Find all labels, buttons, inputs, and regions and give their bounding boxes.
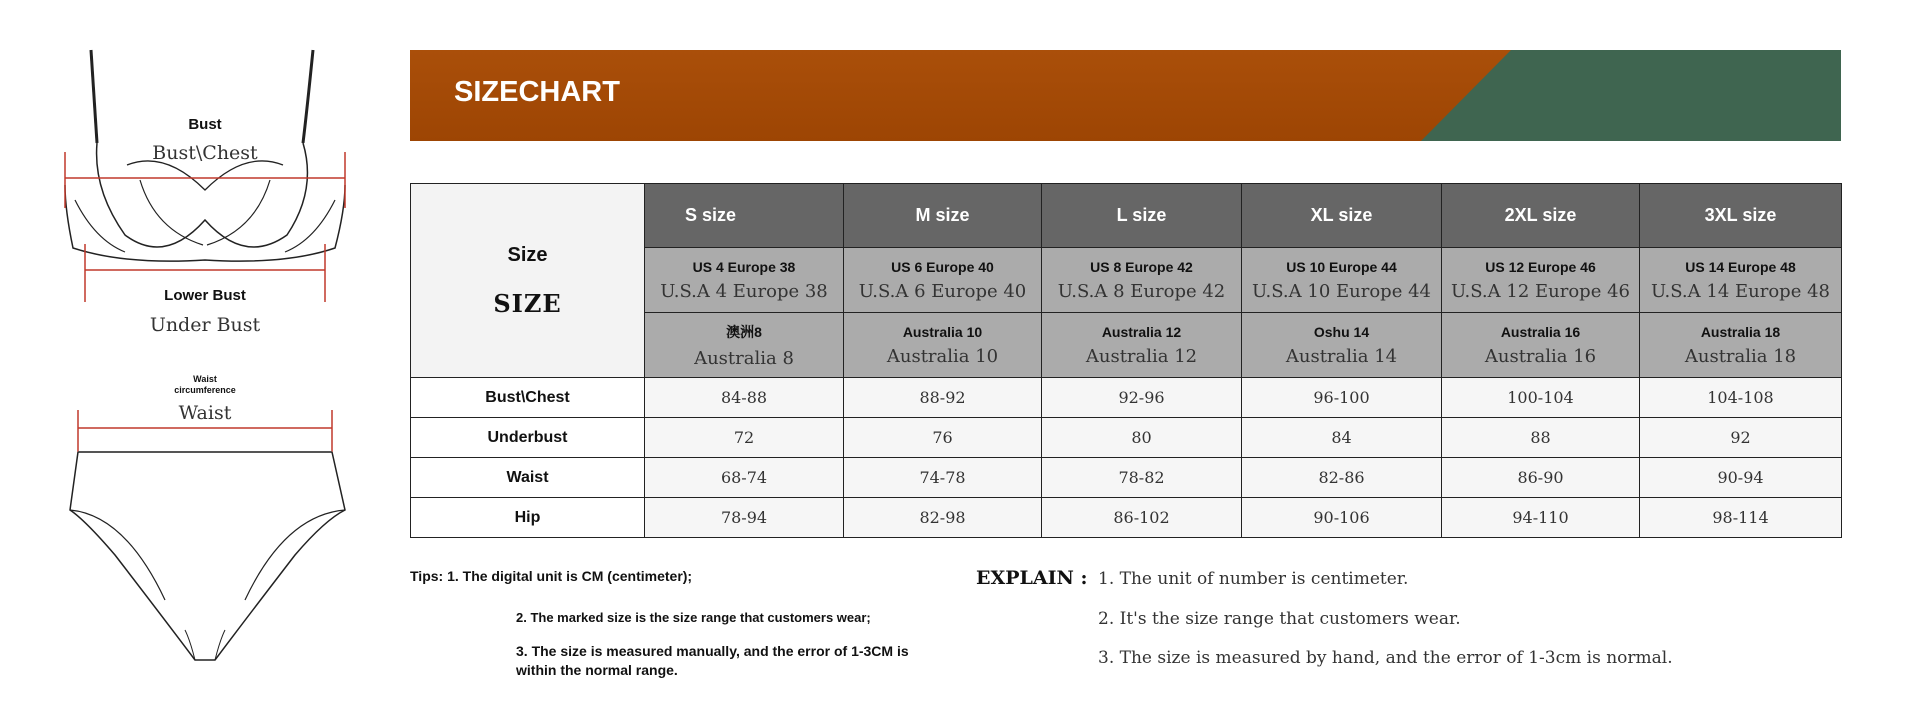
australia-cell: [645, 313, 844, 378]
us-eu-label: US 4 Europe 38: [692, 258, 796, 275]
australia-cell: [1042, 313, 1242, 378]
australia-label: 澳洲8: [726, 323, 762, 340]
us-eu-cell: [844, 248, 1042, 313]
banner-green-accent: [1421, 50, 1841, 141]
table-cell: 90-94: [1640, 458, 1842, 498]
row-label-hip: Hip: [411, 498, 645, 538]
table-cell: 86-90: [1442, 458, 1640, 498]
table-cell: 80: [1042, 418, 1242, 458]
australia-label: Australia 18: [1700, 323, 1781, 340]
tips-line-2: 2. The marked size is the size range that customers wear;: [516, 610, 871, 625]
australia-alt: Australia 10: [886, 345, 999, 367]
measurement-illustration: [55, 40, 355, 680]
us-eu-cell: [645, 248, 844, 313]
table-cell: 84: [1242, 418, 1442, 458]
table-row-waist: [411, 458, 1842, 498]
us-eu-cell: [1242, 248, 1442, 313]
us-eu-alt: U.S.A 12 Europe 46: [1451, 280, 1630, 302]
size-corner-label: Size: [507, 243, 548, 266]
banner-title: SIZECHART: [454, 76, 620, 108]
size-corner-alt-label: SIZE: [493, 288, 562, 318]
table-cell: 78-94: [645, 498, 844, 538]
table-row-hip: [411, 498, 1842, 538]
us-eu-label: US 6 Europe 40: [891, 258, 994, 275]
australia-label: Australia 12: [1101, 323, 1182, 340]
explain-line-2: 2. It's the size range that customers wear.: [1098, 609, 1461, 629]
size-header-2xl: 2XL size: [1442, 184, 1640, 248]
us-eu-alt: U.S.A 6 Europe 40: [858, 280, 1027, 302]
size-header-xl: XL size: [1242, 184, 1442, 248]
us-eu-label: US 10 Europe 44: [1286, 258, 1397, 275]
table-cell: 98-114: [1640, 498, 1842, 538]
explain-line-1: 1. The unit of number is centimeter.: [1098, 569, 1409, 589]
table-row-bust: [411, 378, 1842, 418]
table-row-underbust: [411, 418, 1842, 458]
sizechart-banner: [410, 50, 1841, 141]
us-eu-cell: [1042, 248, 1242, 313]
australia-cell: [1640, 313, 1842, 378]
size-header-l: L size: [1042, 184, 1242, 248]
table-cell: 86-102: [1042, 498, 1242, 538]
table-cell: 74-78: [844, 458, 1042, 498]
explain-heading: EXPLAIN :: [976, 567, 1088, 589]
garment-drawing: [55, 40, 355, 680]
table-cell: 96-100: [1242, 378, 1442, 418]
australia-cell: [844, 313, 1042, 378]
waist-circumference-label: circumference: [174, 385, 236, 395]
size-header-s: S size: [645, 184, 844, 248]
table-cell: 76: [844, 418, 1042, 458]
australia-label: Australia 16: [1500, 323, 1581, 340]
table-cell: 82-98: [844, 498, 1042, 538]
table-cell: 94-110: [1442, 498, 1640, 538]
explain-line-3: 3. The size is measured by hand, and the error of 1-3cm is normal.: [1098, 648, 1673, 668]
tips-line-1: Tips: 1. The digital unit is CM (centimeter);: [410, 568, 693, 584]
tips-line-3b: within the normal range.: [516, 662, 678, 678]
australia-label: Australia 10: [902, 323, 983, 340]
table-cell: 84-88: [645, 378, 844, 418]
size-corner-cell: [411, 184, 645, 378]
table-cell: 92-96: [1042, 378, 1242, 418]
australia-alt: Australia 16: [1484, 345, 1597, 367]
us-eu-alt: U.S.A 4 Europe 38: [660, 280, 828, 302]
australia-label: Oshu 14: [1313, 323, 1370, 340]
us-eu-cell: [1442, 248, 1640, 313]
australia-alt: Australia 8: [694, 347, 794, 369]
row-label-waist: Waist: [411, 458, 645, 498]
table-cell: 88: [1442, 418, 1640, 458]
us-eu-alt: U.S.A 10 Europe 44: [1252, 280, 1431, 302]
table-cell: 92: [1640, 418, 1842, 458]
bust-alt-label: Bust\Chest: [152, 142, 258, 164]
australia-alt: Australia 14: [1285, 345, 1398, 367]
size-header-m: M size: [844, 184, 1042, 248]
australia-alt: Australia 18: [1684, 345, 1797, 367]
under-bust-alt-label: Under Bust: [149, 314, 261, 336]
waist-alt-label: Waist: [178, 402, 232, 424]
bust-label: Bust: [188, 116, 222, 133]
table-cell: 82-86: [1242, 458, 1442, 498]
tips-line-3a: 3. The size is measured manually, and the error of 1-3CM is: [516, 643, 909, 659]
table-cell: 78-82: [1042, 458, 1242, 498]
us-eu-label: US 12 Europe 46: [1485, 258, 1596, 275]
table-cell: 68-74: [645, 458, 844, 498]
table-cell: 100-104: [1442, 378, 1640, 418]
size-chart-table: [410, 183, 1842, 538]
us-eu-label: US 14 Europe 48: [1685, 258, 1796, 275]
table-cell: 104-108: [1640, 378, 1842, 418]
us-eu-alt: U.S.A 8 Europe 42: [1057, 280, 1226, 302]
waist-label: Waist: [193, 374, 217, 384]
row-label-bust: Bust\Chest: [411, 378, 645, 418]
australia-cell: [1242, 313, 1442, 378]
table-cell: 90-106: [1242, 498, 1442, 538]
row-label-underbust: Underbust: [411, 418, 645, 458]
us-eu-label: US 8 Europe 42: [1090, 258, 1193, 275]
size-header-3xl: 3XL size: [1640, 184, 1842, 248]
us-eu-alt: U.S.A 14 Europe 48: [1651, 280, 1830, 302]
australia-cell: [1442, 313, 1640, 378]
us-eu-cell: [1640, 248, 1842, 313]
table-cell: 72: [645, 418, 844, 458]
lower-bust-label: Lower Bust: [164, 287, 246, 304]
australia-alt: Australia 12: [1085, 345, 1198, 367]
table-cell: 88-92: [844, 378, 1042, 418]
